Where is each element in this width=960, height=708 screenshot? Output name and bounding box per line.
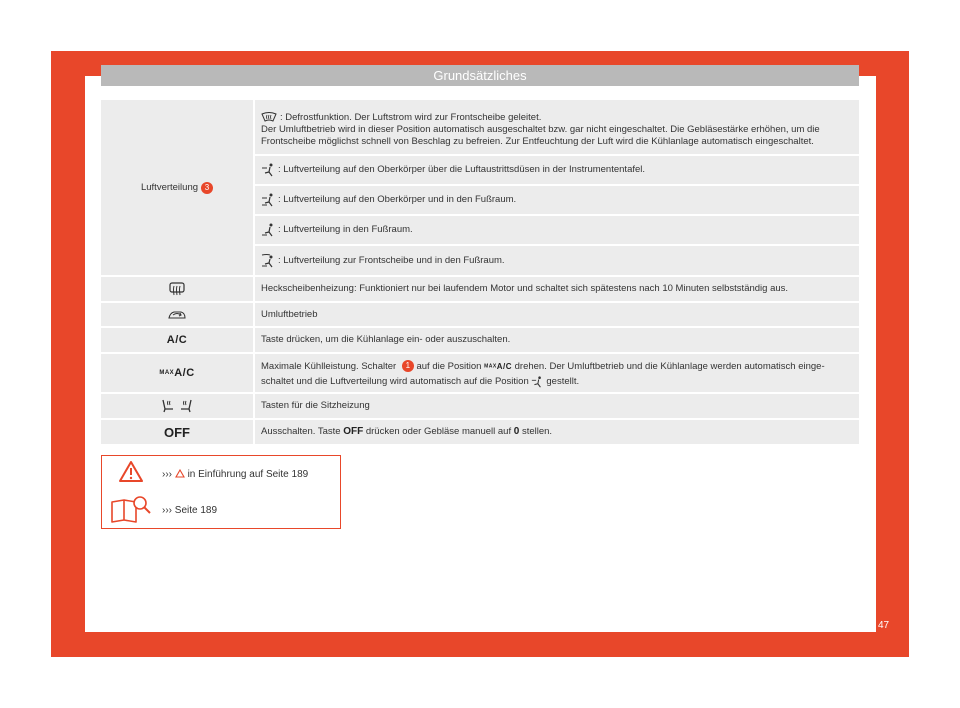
rear-heat-text: Heckscheibenheizung: Funktioniert nur bei laufendem Motor und schaltet sich spätestens nach 10 Minuten selbstständig aus.	[261, 283, 789, 294]
recirc-cell	[255, 303, 859, 326]
off-text-3: stellen.	[521, 426, 553, 437]
maxac-text-3: drehen. Der Umluftbetrieb und die Kühlanlage werden automatisch einge-	[514, 361, 825, 372]
page-header	[101, 65, 859, 86]
off-symbol: OFF	[164, 424, 190, 440]
ac-text: Taste drücken, um die Kühlanlage ein- oder auszuschalten.	[261, 334, 511, 345]
recirculation-icon	[167, 309, 187, 321]
upper-body-airflow-icon	[261, 163, 275, 177]
upper-foot-cell	[255, 186, 859, 214]
seat-cell	[255, 394, 859, 418]
recirc-text: Umluftbetrieb	[261, 308, 318, 320]
page-number: 47	[878, 620, 890, 631]
seat-heating-icon	[160, 398, 194, 414]
maxac-inline-ac: A/C	[496, 362, 512, 371]
defrost-icon	[261, 112, 277, 122]
badge-3: 3	[201, 182, 213, 194]
small-warning-icon	[175, 469, 185, 478]
windshield-foot-cell	[255, 246, 859, 275]
windshield-foot-text: : Luftverteilung zur Frontscheibe und in den Fußraum.	[278, 254, 505, 266]
ac-symbol-cell	[101, 328, 253, 352]
ac-symbol: A/C	[166, 334, 188, 346]
maxac-text-4: schaltet und die Luftverteilung wird automatisch auf die Position	[261, 376, 529, 388]
off-text-1: Ausschalten. Taste	[261, 426, 341, 437]
maxac-cell	[255, 354, 859, 392]
off-cell	[255, 420, 859, 444]
maxac-text-2: auf die Position	[416, 361, 482, 372]
upper-foot-airflow-icon	[261, 193, 275, 207]
foot-airflow-icon	[261, 223, 275, 237]
off-text-2: drücken oder Gebläse manuell auf	[365, 426, 512, 437]
upper-foot-text: : Luftverteilung auf den Oberkörper und in den Fußraum.	[278, 194, 517, 205]
warning-triangle-icon	[118, 460, 144, 483]
upper-body-airflow-inline-icon	[531, 376, 543, 388]
foot-text: : Luftverteilung in den Fußraum.	[278, 224, 413, 235]
rear-heat-cell	[255, 277, 859, 301]
recirc-symbol-cell	[101, 303, 253, 326]
warning-link-text[interactable]: in Einführung auf Seite 189	[187, 469, 309, 480]
foot-cell	[255, 216, 859, 244]
maxac-symbol	[159, 367, 194, 379]
rear-heat-symbol-cell	[101, 277, 253, 301]
maxac-symbol-cell	[101, 354, 253, 392]
maxac-inline-symbol	[484, 362, 512, 371]
header-title: Grundsätzliches	[433, 68, 527, 83]
off-symbol-cell	[101, 420, 253, 444]
air-distribution-label: Luftverteilung	[140, 182, 199, 193]
defrost-detail: Der Umluftbetrieb wird in dieser Position automatisch ausgeschaltet bzw. gar nicht eingeschaltet. Die Gebläsestärke erhöhen, um die Frontscheibe möglichst schnell von Beschlag zu befreien. Zur Entfeuchtung der Luft wird die Kühlanlage automatisch eingeschaltet.	[261, 124, 820, 147]
maxac-text-5: gestellt.	[546, 376, 580, 388]
seat-text: Tasten für die Sitzheizung	[261, 400, 370, 411]
warning-box	[101, 455, 341, 529]
upper-body-text: : Luftverteilung auf den Oberkörper über die Luftaustrittsdüsen in der Instrumententafel.	[278, 164, 646, 175]
warning-arrows: ›››	[162, 469, 172, 480]
zero-symbol: 0	[513, 426, 520, 437]
warning-line-2[interactable]: ››› Seite 189	[162, 505, 218, 516]
windshield-foot-airflow-icon	[261, 254, 275, 268]
maxac-text-1: Maximale Kühlleistung. Schalter	[261, 361, 397, 372]
book-magnifier-icon	[110, 494, 152, 524]
defrost-text: : Defrostfunktion. Der Luftstrom wird zur Frontscheibe geleitet.	[280, 112, 542, 123]
maxac-max: MAX	[159, 370, 175, 377]
maxac-ac: A/C	[174, 367, 195, 379]
off-inline-symbol: OFF	[343, 426, 364, 437]
defrost-cell	[255, 100, 859, 154]
badge-1: 1	[402, 360, 414, 372]
maxac-inline-max: MAX	[484, 363, 497, 370]
ac-cell	[255, 328, 859, 352]
rear-window-heating-icon	[169, 282, 185, 296]
seat-symbol-cell	[101, 394, 253, 418]
upper-body-cell	[255, 156, 859, 184]
air-distribution-label-cell	[101, 100, 253, 275]
warning-line-1	[162, 469, 308, 480]
